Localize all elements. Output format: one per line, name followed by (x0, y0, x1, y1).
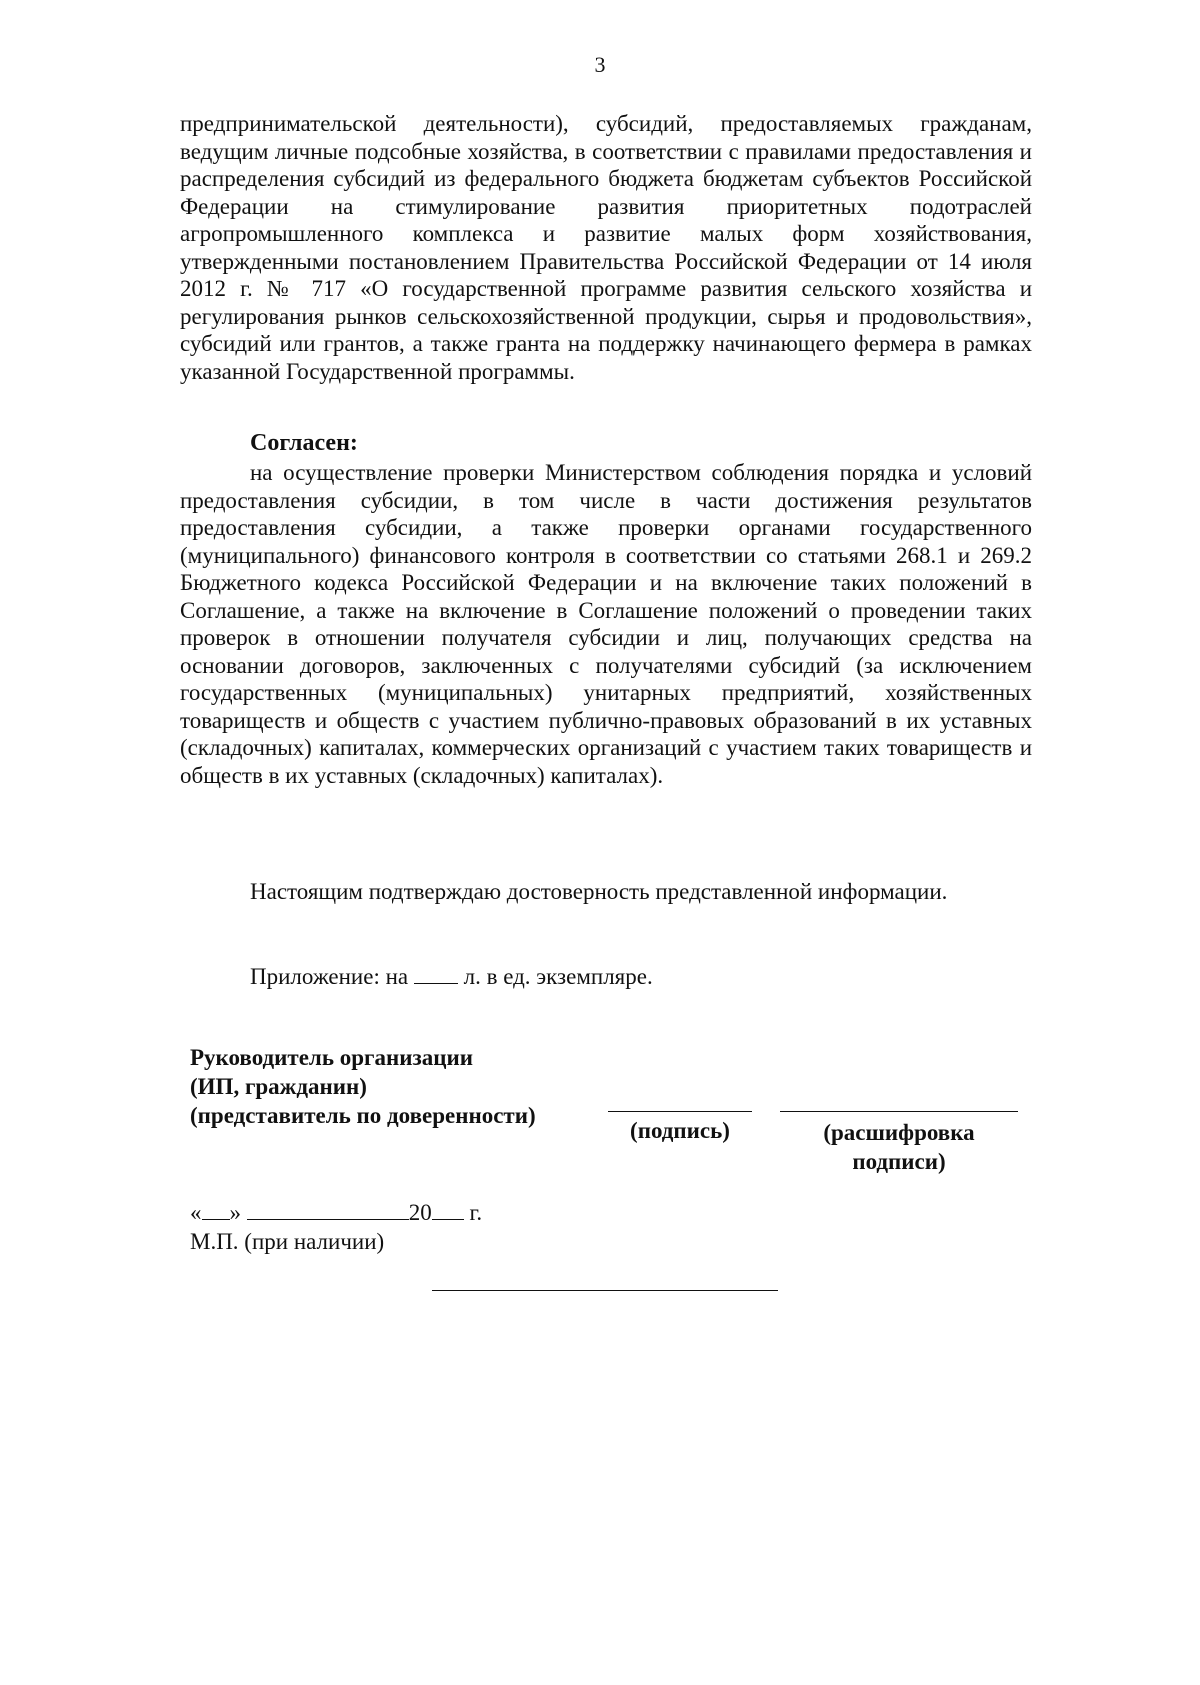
date-month-blank[interactable] (247, 1218, 409, 1220)
signature-line[interactable] (608, 1111, 752, 1112)
stamp-note: М.П. (при наличии) (190, 1229, 385, 1254)
decode-caption-line-2: подписи) (852, 1149, 946, 1174)
date-line (190, 1200, 482, 1226)
bottom-rule (432, 1290, 778, 1291)
agree-heading: Согласен: (250, 430, 358, 456)
appendix-prefix: Приложение: на (250, 964, 409, 989)
date-open-quote: « (190, 1200, 202, 1225)
appendix-suffix: л. в ед. экземпляре. (463, 964, 653, 989)
signer-title (190, 1043, 536, 1130)
decode-caption-line-1: (расшифровка (823, 1120, 975, 1145)
page-number: 3 (594, 52, 606, 77)
date-year-suffix: г. (469, 1200, 483, 1225)
signer-title-line-2: (ИП, гражданин) (190, 1074, 367, 1099)
paragraph-consent: на осуществление проверки Министерством соблюдения порядка и условий предоставления субсидии, в том числе в части достижения результатов предоставления субсидии, а также проверки органами государственного (муниципального) финансового контроля в соответствии со статьями 268.1 и 269.2 Бюджетного кодекса Российской Федерации и на включение таких положений в Соглашение, а также на включение в Соглашение положений о проведении таких проверок в отношении получателя субсидии и лиц, получающих средства на основании договоров, заключенных с получателями субсидий (за исключением государственных (муниципальных) унитарных предприятий, хозяйственных товариществ и обществ с участием публично-правовых образований в их уставных (складочных) капиталах, коммерческих организаций с участием таких товариществ и обществ в их уставных (складочных) капиталах). (180, 460, 1032, 788)
date-day-blank[interactable] (202, 1218, 230, 1220)
signer-title-line-3: (представитель по доверенности) (190, 1103, 536, 1128)
date-close-quote: » (229, 1200, 241, 1225)
appendix-pages-blank[interactable] (414, 982, 458, 984)
signer-title-line-1: Руководитель организации (190, 1045, 473, 1070)
paragraph-subsidies: предпринимательской деятельности), субсидий, предоставляемых гражданам, ведущим личные подсобные хозяйства, в соответствии с правилами предоставления и распределения субсидий из федерального бюджета бюджетам субъектов Российской Федерации на стимулирование развития приоритетных подотраслей агропромышленного комплекса и развитие малых форм хозяйствования, утвержденными постановлением Правительства Российской Федерации от 14 июля 2012 г. № 717 «О государственной программе развития сельского хозяйства и регулирования рынков сельскохозяйственной продукции, сырья и продовольствия», субсидий или грантов, а также гранта на поддержку начинающего фермера в рамках указанной Государственной программы. (180, 111, 1032, 384)
appendix-line (250, 964, 653, 990)
signature-caption: (подпись) (630, 1118, 730, 1143)
signature-decode-caption (780, 1118, 1018, 1176)
date-year-blank[interactable] (432, 1218, 464, 1220)
signature-decode-line[interactable] (780, 1111, 1018, 1112)
date-year-prefix: 20 (408, 1200, 432, 1225)
paragraph-confirmation: Настоящим подтверждаю достоверность представленной информации. (250, 879, 948, 904)
